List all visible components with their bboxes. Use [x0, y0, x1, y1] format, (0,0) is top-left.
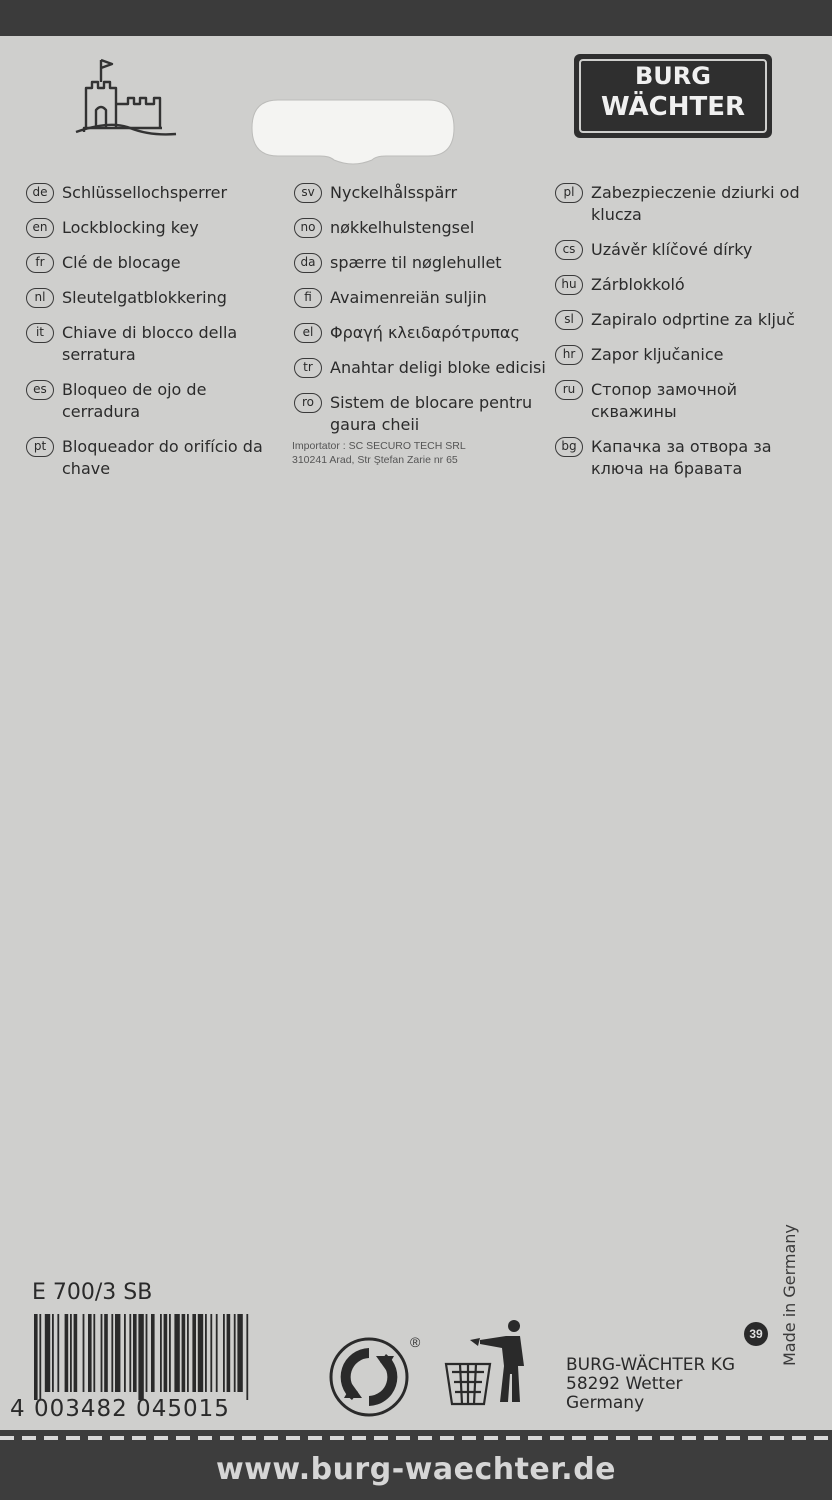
- list-item: [26, 287, 281, 309]
- language-code: bg: [555, 437, 583, 457]
- barcode-bar: [174, 1314, 179, 1392]
- badge: 39: [744, 1322, 768, 1346]
- barcode-bar: [129, 1314, 131, 1392]
- barcode-bar: [210, 1314, 212, 1392]
- barcode-bar: [169, 1314, 171, 1392]
- language-code: hu: [555, 275, 583, 295]
- list-item: [294, 322, 549, 344]
- importer-line2: 310241 Arad, Str Ştefan Zarie nr 65: [292, 454, 458, 466]
- barcode-bar: [223, 1314, 225, 1392]
- list-item: [26, 252, 281, 274]
- model-number: E 700/3 SB: [32, 1280, 153, 1305]
- list-item: [555, 182, 820, 226]
- barcode-bar: [164, 1314, 168, 1392]
- language-code: nl: [26, 288, 54, 308]
- language-text: Bloqueo de ojo de cerradura: [62, 380, 207, 421]
- waste-bin-icon: [440, 1318, 536, 1410]
- barcode-bar: [160, 1314, 162, 1392]
- barcode-bar: [205, 1314, 207, 1392]
- brand-line1: BURG: [635, 62, 711, 90]
- barcode-bar: [111, 1314, 113, 1392]
- language-text: Avaimenreiän suljin: [330, 288, 487, 307]
- language-code: hr: [555, 345, 583, 365]
- language-column-3: [555, 182, 820, 493]
- barcode-bar: [234, 1314, 236, 1392]
- barcode-bar: [70, 1314, 72, 1392]
- website-url: www.burg-waechter.de: [215, 1452, 617, 1487]
- barcode-bar: [101, 1314, 103, 1392]
- language-text: Clé de blocage: [62, 253, 181, 272]
- list-item: [26, 322, 281, 366]
- company-name: BURG-WÄCHTER KG: [566, 1355, 736, 1375]
- language-text: Sistem de blocare pentru gaura cheii: [330, 393, 533, 434]
- language-code: de: [26, 183, 54, 203]
- language-text: Sleutelgatblokkering: [62, 288, 227, 307]
- language-text: Zapor ključanice: [591, 345, 724, 364]
- barcode-bar: [146, 1314, 148, 1392]
- registered-mark: ®: [410, 1334, 421, 1350]
- list-item: [26, 379, 281, 423]
- language-text: Anahtar deligi bloke edicisi: [330, 358, 546, 377]
- barcode-bar: [88, 1314, 92, 1392]
- language-text: Стопор замочной скважины: [591, 380, 738, 421]
- language-code: el: [294, 323, 322, 343]
- barcode-bar: [151, 1314, 155, 1392]
- language-code: ru: [555, 380, 583, 400]
- language-text: Bloqueador do orifício da chave: [62, 437, 263, 478]
- barcode-bar: [216, 1314, 218, 1392]
- language-code: cs: [555, 240, 583, 260]
- hang-hole: [248, 94, 458, 166]
- barcode-bar: [227, 1314, 231, 1392]
- language-text: Nyckelhålsspärr: [330, 183, 458, 202]
- language-text: Zapiralo odprtine za ključ: [591, 310, 795, 329]
- company-address: [566, 1356, 735, 1413]
- barcode-digits: 4 003482 045015: [10, 1396, 230, 1422]
- barcode-bar: [34, 1314, 38, 1400]
- language-text: spærre til nøglehullet: [330, 253, 502, 272]
- perforation-line: [0, 1436, 832, 1440]
- list-item: [555, 379, 820, 423]
- list-item: [26, 436, 281, 480]
- language-code: en: [26, 218, 54, 238]
- language-code: no: [294, 218, 322, 238]
- barcode-bar: [57, 1314, 59, 1392]
- brand-logo: [574, 54, 772, 138]
- language-text: Φραγή κλειδαρότρυπας: [330, 323, 520, 342]
- barcode-bar: [83, 1314, 85, 1392]
- language-column-1: [26, 182, 281, 493]
- language-code: fi: [294, 288, 322, 308]
- language-code: sv: [294, 183, 322, 203]
- list-item: [555, 239, 820, 261]
- barcode-bar: [93, 1314, 95, 1392]
- list-item: [555, 436, 820, 480]
- castle-icon: [70, 48, 180, 144]
- language-text: Zabezpieczenie dziurki od klucza: [591, 183, 800, 224]
- language-column-2: [294, 182, 549, 467]
- language-text: Zárblokkoló: [591, 275, 685, 294]
- language-code: da: [294, 253, 322, 273]
- language-code: fr: [26, 253, 54, 273]
- barcode-bar: [133, 1314, 137, 1392]
- barcode-bar: [182, 1314, 186, 1392]
- list-item: [294, 182, 549, 204]
- barcode: [32, 1314, 304, 1400]
- barcode-bar: [39, 1314, 41, 1400]
- barcode-bar: [187, 1314, 189, 1392]
- importer-line1: Importator : SC SECURO TECH SRL: [292, 440, 466, 452]
- language-code: tr: [294, 358, 322, 378]
- importer-info: [292, 439, 549, 467]
- company-city: 58292 Wetter: [566, 1374, 683, 1394]
- list-item: [555, 274, 820, 296]
- barcode-bar: [104, 1314, 108, 1392]
- language-text: Schlüssellochsperrer: [62, 183, 228, 202]
- language-code: sl: [555, 310, 583, 330]
- list-item: [294, 392, 549, 436]
- language-code: pt: [26, 437, 54, 457]
- language-code: ro: [294, 393, 322, 413]
- barcode-bar: [237, 1314, 242, 1392]
- language-code: es: [26, 380, 54, 400]
- list-item: [294, 357, 549, 379]
- made-in-label: Made in Germany: [780, 1224, 799, 1366]
- barcode-bar: [138, 1314, 143, 1400]
- list-item: [26, 217, 281, 239]
- barcode-bar: [65, 1314, 69, 1392]
- barcode-bar: [45, 1314, 50, 1392]
- barcode-bar: [124, 1314, 126, 1392]
- language-code: pl: [555, 183, 583, 203]
- list-item: [26, 182, 281, 204]
- company-country: Germany: [566, 1393, 645, 1413]
- list-item: [294, 217, 549, 239]
- language-text: Uzávěr klíčové dírky: [591, 240, 753, 259]
- list-item: [294, 287, 549, 309]
- language-code: it: [26, 323, 54, 343]
- language-text: Lockblocking key: [62, 218, 199, 237]
- list-item: [555, 309, 820, 331]
- barcode-bar: [198, 1314, 203, 1392]
- barcode-bar: [74, 1314, 78, 1392]
- brand-line2: WÄCHTER: [601, 92, 745, 122]
- language-text: Капачка за отвора за ключа на бравата: [591, 437, 772, 478]
- barcode-bar: [246, 1314, 248, 1400]
- green-dot-recycling-icon: [328, 1336, 410, 1418]
- language-text: Chiave di blocco della serratura: [62, 323, 238, 364]
- language-text: nøkkelhulstengsel: [330, 218, 475, 237]
- barcode-bar: [52, 1314, 54, 1392]
- barcode-bar: [115, 1314, 120, 1392]
- list-item: [555, 344, 820, 366]
- list-item: [294, 252, 549, 274]
- barcode-bar: [192, 1314, 196, 1392]
